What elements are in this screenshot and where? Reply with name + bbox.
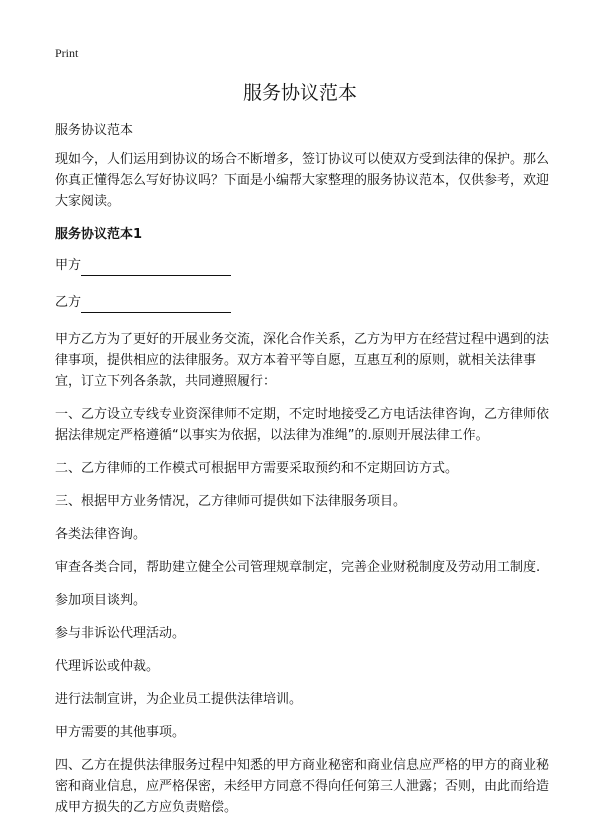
service-item: 各类法律咨询。: [55, 527, 147, 542]
party-a-blank: [81, 260, 231, 276]
service-item: 进行法制宣讲，为企业员工提供法律培训。: [55, 692, 303, 707]
clause-three: 三、根据甲方业务情况，乙方律师可提供如下法律服务项目。: [55, 494, 407, 509]
clause-four: 四、乙方在提供法律服务过程中知悉的甲方商业秘密和商业信息应严格的甲方的商业秘密和商业信息，应严格保密，未经甲方同意不得向任何第三人泄露；否则，由此而给造成甲方损失的乙方应负责赔偿。: [55, 758, 550, 815]
section-heading: 服务协议范本1: [55, 227, 143, 242]
service-item: 参加项目谈判。: [55, 593, 147, 608]
party-a-label: 甲方: [55, 258, 82, 273]
document-subtitle: 服务协议范本: [55, 123, 134, 138]
clause-one: 一、乙方设立专线专业资深律师不定期，不定时地接受乙方电话法律咨询，乙方律师依据法律规定严格遵循“以事实为依据，以法律为准绳”的.原则开展法律工作。: [55, 407, 550, 443]
document-body: [55, 120, 555, 830]
clause-two: 二、乙方律师的工作模式可根据甲方需要采取预约和不定期回访方式。: [55, 461, 459, 476]
party-b-line: [55, 292, 555, 313]
print-link[interactable]: Print: [55, 46, 79, 60]
party-b-blank: [81, 297, 231, 313]
party-a-line: [55, 255, 555, 276]
agreement-paragraph: 甲方乙方为了更好的开展业务交流，深化合作关系，乙方为甲方在经营过程中遇到的法律事项，提供相应的法律服务。双方本着平等自愿，互惠互利的原则，就相关法律事宜，订立下列各条款，共同遵照履行：: [55, 332, 550, 389]
service-item: 甲方需要的其他事项。: [55, 725, 186, 740]
service-item: 参与非诉讼代理活动。: [55, 626, 186, 641]
party-b-label: 乙方: [55, 295, 82, 310]
intro-paragraph: 现如今，人们运用到协议的场合不断增多，签订协议可以使双方受到法律的保护。那么你真正懂得怎么写好协议吗？下面是小编帮大家整理的服务协议范本，仅供参考，欢迎大家阅读。: [55, 152, 550, 209]
document-title: 服务协议范本: [242, 82, 357, 104]
service-item: 代理诉讼或仲裁。: [55, 659, 160, 674]
service-item: 审查各类合同，帮助建立健全公司管理规章制定，完善企业财税制度及劳动用工制度.: [55, 560, 541, 575]
